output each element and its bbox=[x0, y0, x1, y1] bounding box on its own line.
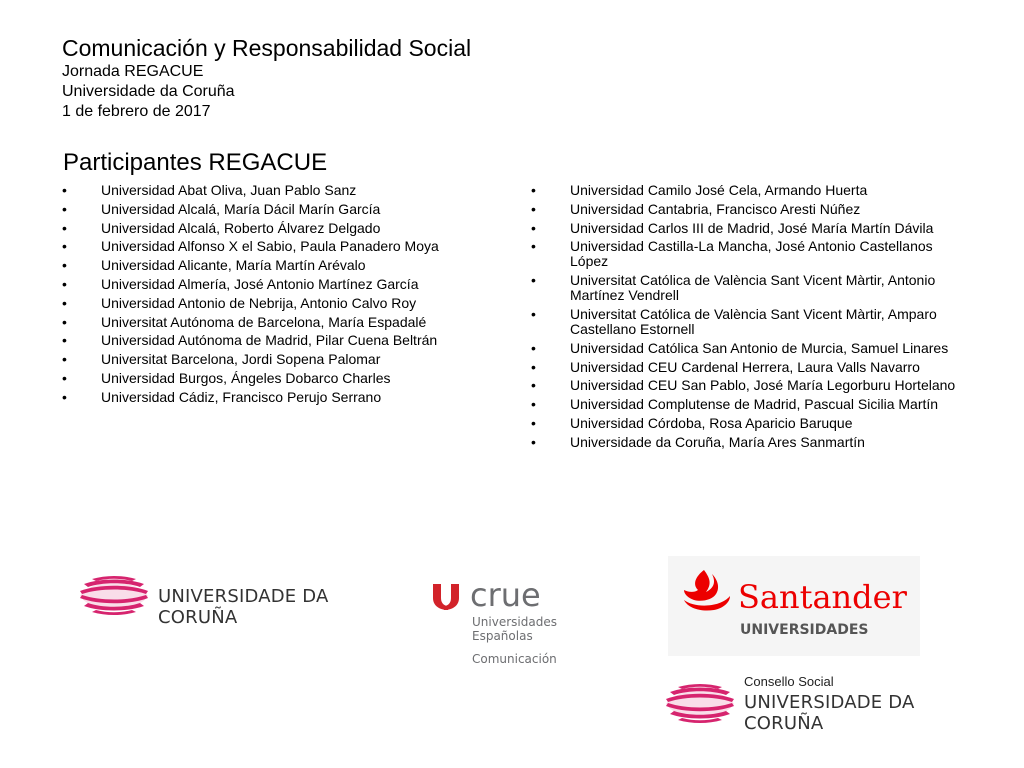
participant-item: • Universidad Autónoma de Madrid, Pilar Cuena Beltrán bbox=[62, 333, 507, 348]
participants-list-left bbox=[62, 183, 507, 409]
participant-item: • Universidad Córdoba, Rosa Aparicio Baruque bbox=[531, 416, 971, 431]
participant-item: • Universidad Alicante, María Martín Arévalo bbox=[62, 258, 507, 273]
event-date: 1 de febrero de 2017 bbox=[62, 103, 211, 120]
section-title: Participantes REGACUE bbox=[63, 149, 328, 176]
crue-line-1: Universidades bbox=[472, 615, 557, 629]
udc-logo-text: UNIVERSIDADE DA CORUÑA bbox=[744, 692, 915, 734]
udc-logo-text: UNIVERSIDADE DA CORUÑA bbox=[158, 586, 329, 628]
crue-line-2: Españolas bbox=[472, 629, 533, 643]
udc-emblem-icon bbox=[664, 682, 736, 726]
participant-item: • Universidad Abat Oliva, Juan Pablo Sanz bbox=[62, 183, 507, 198]
participant-item: • Universidad Carlos III de Madrid, José María Martín Dávila bbox=[531, 221, 971, 236]
crue-wordmark: crue bbox=[470, 578, 541, 614]
santander-flame-icon bbox=[668, 556, 920, 656]
participant-item: • Universidad CEU San Pablo, José María Legorburu Hortelano bbox=[531, 378, 971, 393]
udc-logo bbox=[78, 574, 378, 628]
slide-header bbox=[62, 34, 471, 122]
crue-emblem-icon bbox=[430, 578, 570, 668]
santander-wordmark: Santander bbox=[738, 578, 907, 616]
venue: Universidade da Coruña bbox=[62, 83, 235, 100]
participant-item: • Universidad CEU Cardenal Herrera, Laura Valls Navarro bbox=[531, 360, 971, 375]
santander-subtitle: UNIVERSIDADES bbox=[740, 622, 869, 638]
participant-item: • Universidad Cádiz, Francisco Perujo Serrano bbox=[62, 390, 507, 405]
participant-item: • Universidad Alcalá, Roberto Álvarez Delgado bbox=[62, 221, 507, 236]
event-name: Jornada REGACUE bbox=[62, 63, 204, 80]
participants-list-right bbox=[531, 183, 971, 454]
consello-social-logo bbox=[664, 672, 954, 734]
participant-item: • Universidad Alcalá, María Dácil Marín García bbox=[62, 202, 507, 217]
participant-item: • Universitat Católica de València Sant Vicent Màrtir, Amparo Castellano Estornell bbox=[531, 307, 971, 337]
crue-logo bbox=[430, 578, 570, 668]
participant-item: • Universidad Complutense de Madrid, Pascual Sicilia Martín bbox=[531, 397, 971, 412]
participant-item: • Universidad Católica San Antonio de Murcia, Samuel Linares bbox=[531, 341, 971, 356]
participant-item: • Universidad Burgos, Ángeles Dobarco Charles bbox=[62, 371, 507, 386]
consello-social-label: Consello Social bbox=[744, 674, 834, 689]
crue-line-3: Comunicación bbox=[472, 652, 557, 666]
participant-item: • Universidad Alfonso X el Sabio, Paula Panadero Moya bbox=[62, 239, 507, 254]
participant-item: • Universitat Autónoma de Barcelona, María Espadalé bbox=[62, 315, 507, 330]
participant-item: • Universidad Cantabria, Francisco Aresti Núñez bbox=[531, 202, 971, 217]
participant-item: • Universidad Antonio de Nebrija, Antonio Calvo Roy bbox=[62, 296, 507, 311]
participant-item: • Universidade da Coruña, María Ares Sanmartín bbox=[531, 435, 971, 450]
participant-item: • Universitat Barcelona, Jordi Sopena Palomar bbox=[62, 352, 507, 367]
participant-item: • Universitat Católica de València Sant Vicent Màrtir, Antonio Martínez Vendrell bbox=[531, 273, 971, 303]
slide-title: Comunicación y Responsabilidad Social bbox=[62, 35, 472, 61]
udc-emblem-icon bbox=[78, 574, 150, 618]
participant-item: • Universidad Almería, José Antonio Martínez García bbox=[62, 277, 507, 292]
santander-logo bbox=[668, 556, 920, 656]
participant-item: • Universidad Castilla-La Mancha, José Antonio Castellanos López bbox=[531, 239, 971, 269]
participant-item: • Universidad Camilo José Cela, Armando Huerta bbox=[531, 183, 971, 198]
